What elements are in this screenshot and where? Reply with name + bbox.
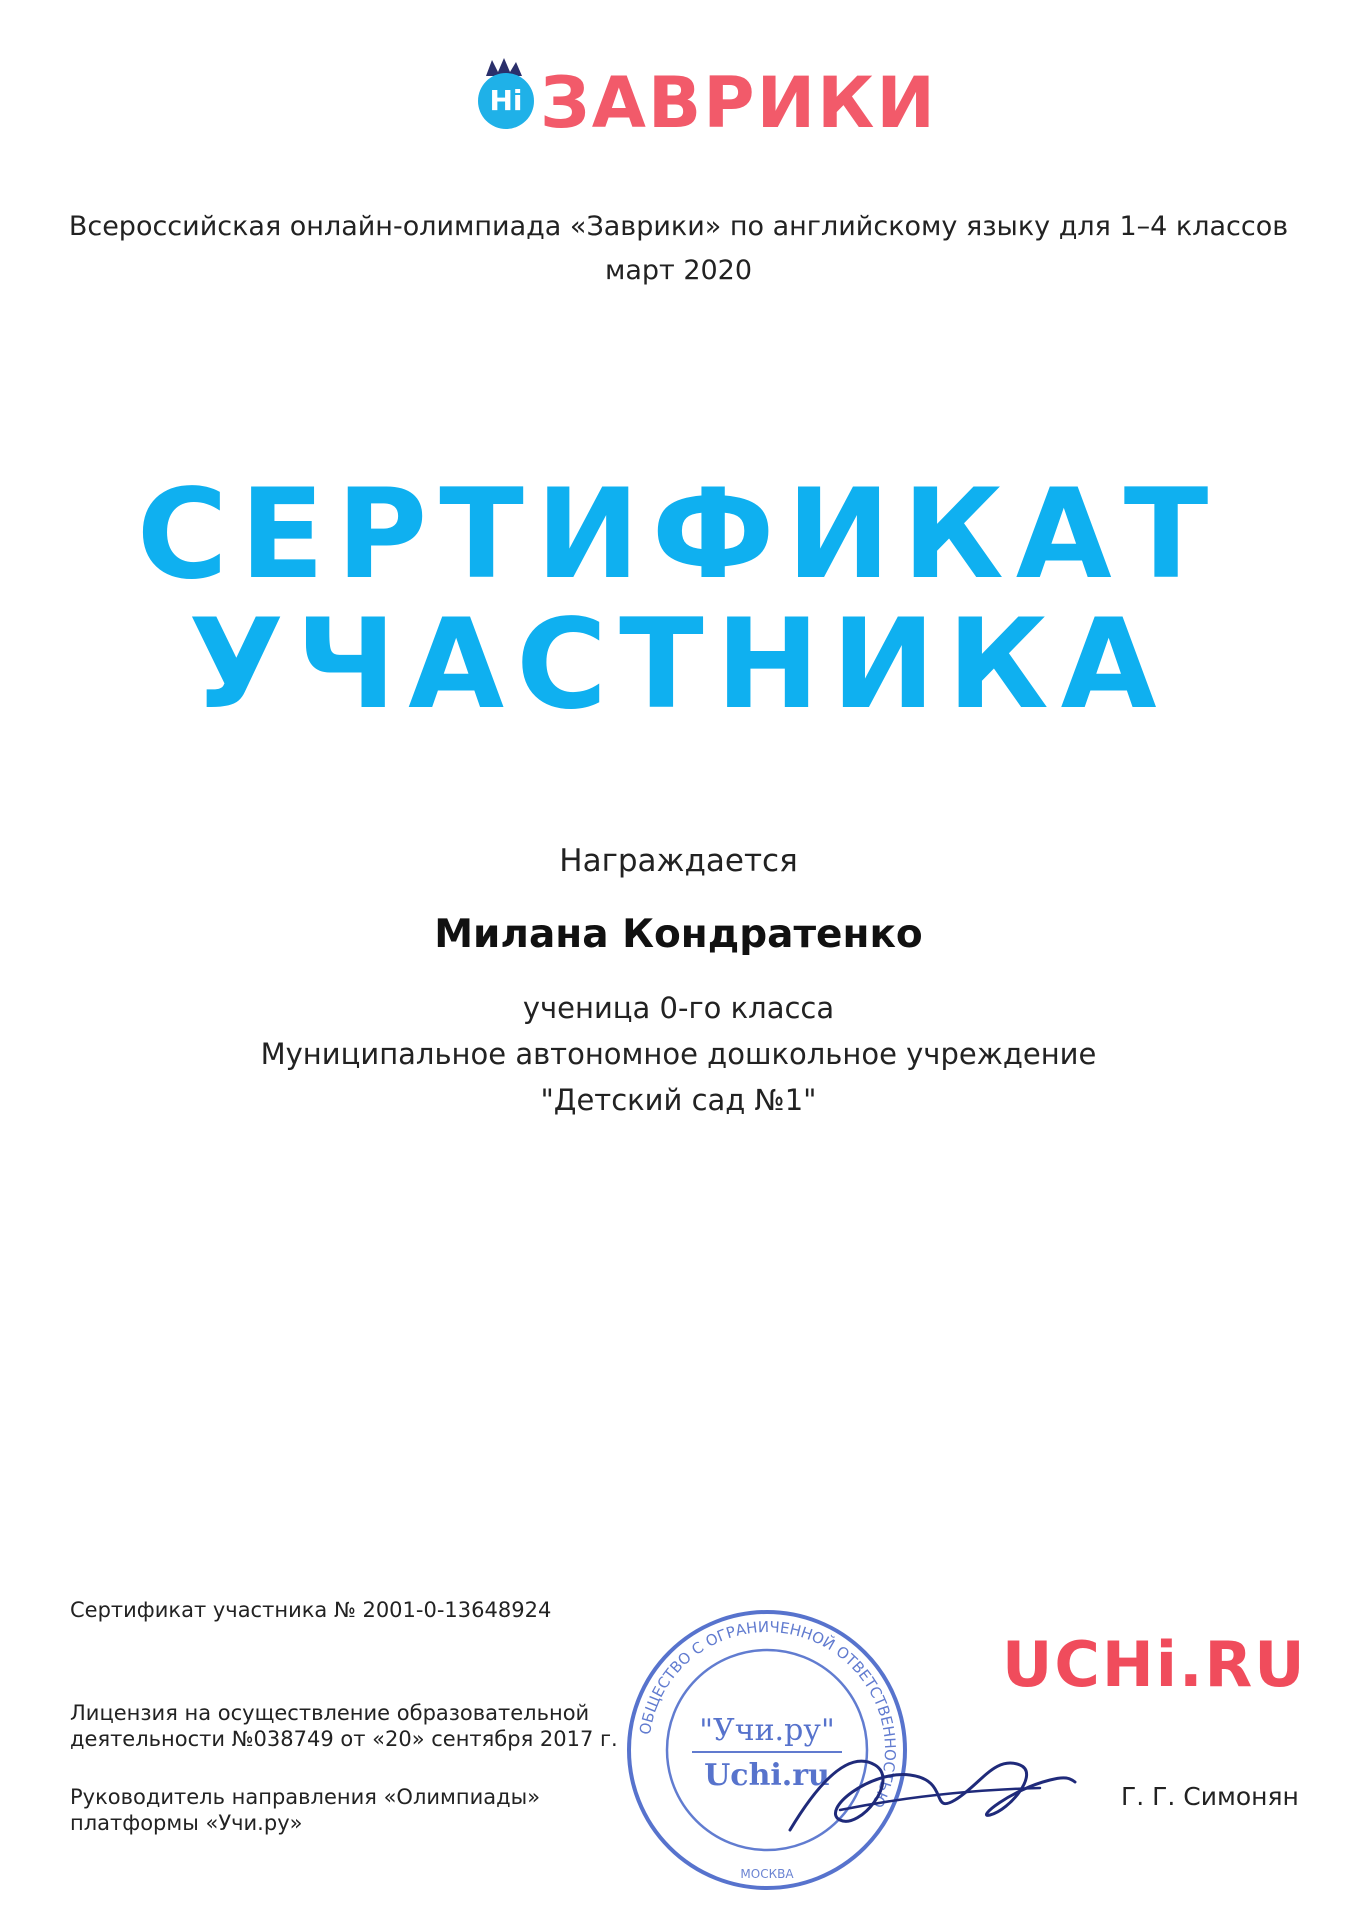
stamp-line2: Uchi.ru — [704, 1758, 830, 1793]
manager-title — [70, 1784, 540, 1836]
signatory-name: Г. Г. Симонян — [1121, 1782, 1299, 1811]
logo-brand-text: ЗАВРИКИ — [540, 62, 937, 144]
olympiad-name: Всероссийская онлайн-олимпиада «Заврики» по английскому языку для 1–4 классов — [68, 211, 1289, 242]
uchi-ru-logo: UCHi.RU — [1002, 1628, 1307, 1701]
certificate-title-line1: СЕРТИФИКАТ — [136, 463, 1221, 607]
manager-line2: платформы «Учи.ру» — [70, 1811, 303, 1835]
license-info — [70, 1700, 618, 1752]
stamp-ring-text: ОБЩЕСТВО С ОГРАНИЧЕННОЙ ОТВЕТСТВЕННОСТЬЮ — [635, 1617, 900, 1811]
institution-line1: Муниципальное автономное дошкольное учреждение — [260, 1037, 1097, 1071]
certificate-title-line2: УЧАСТНИКА — [188, 593, 1169, 737]
stamp-line1: "Учи.ру" — [699, 1713, 835, 1748]
license-line2: деятельности №038749 от «20» сентября 2017 г. — [70, 1727, 618, 1751]
recipient-name: Милана Кондратенко — [434, 912, 923, 957]
zavriki-logo — [478, 58, 937, 144]
awarded-label: Награждается — [559, 843, 798, 879]
logo-hi-badge: Hi — [478, 73, 534, 129]
recipient-details — [0, 985, 1357, 1123]
handwritten-signature — [780, 1720, 1080, 1860]
certificate-number: Сертификат участника № 2001-0-13648924 — [70, 1598, 552, 1622]
license-line1: Лицензия на осуществление образовательной — [70, 1701, 590, 1725]
recipient-grade: ученица 0-го класса — [522, 991, 835, 1025]
institution-line2: "Детский сад №1" — [540, 1083, 817, 1117]
olympiad-date: март 2020 — [604, 255, 753, 286]
manager-line1: Руководитель направления «Олимпиады» — [70, 1785, 541, 1809]
olympiad-subtitle — [0, 205, 1357, 293]
certificate-title — [0, 463, 1357, 737]
stamp-city: МОСКВА — [740, 1867, 794, 1881]
